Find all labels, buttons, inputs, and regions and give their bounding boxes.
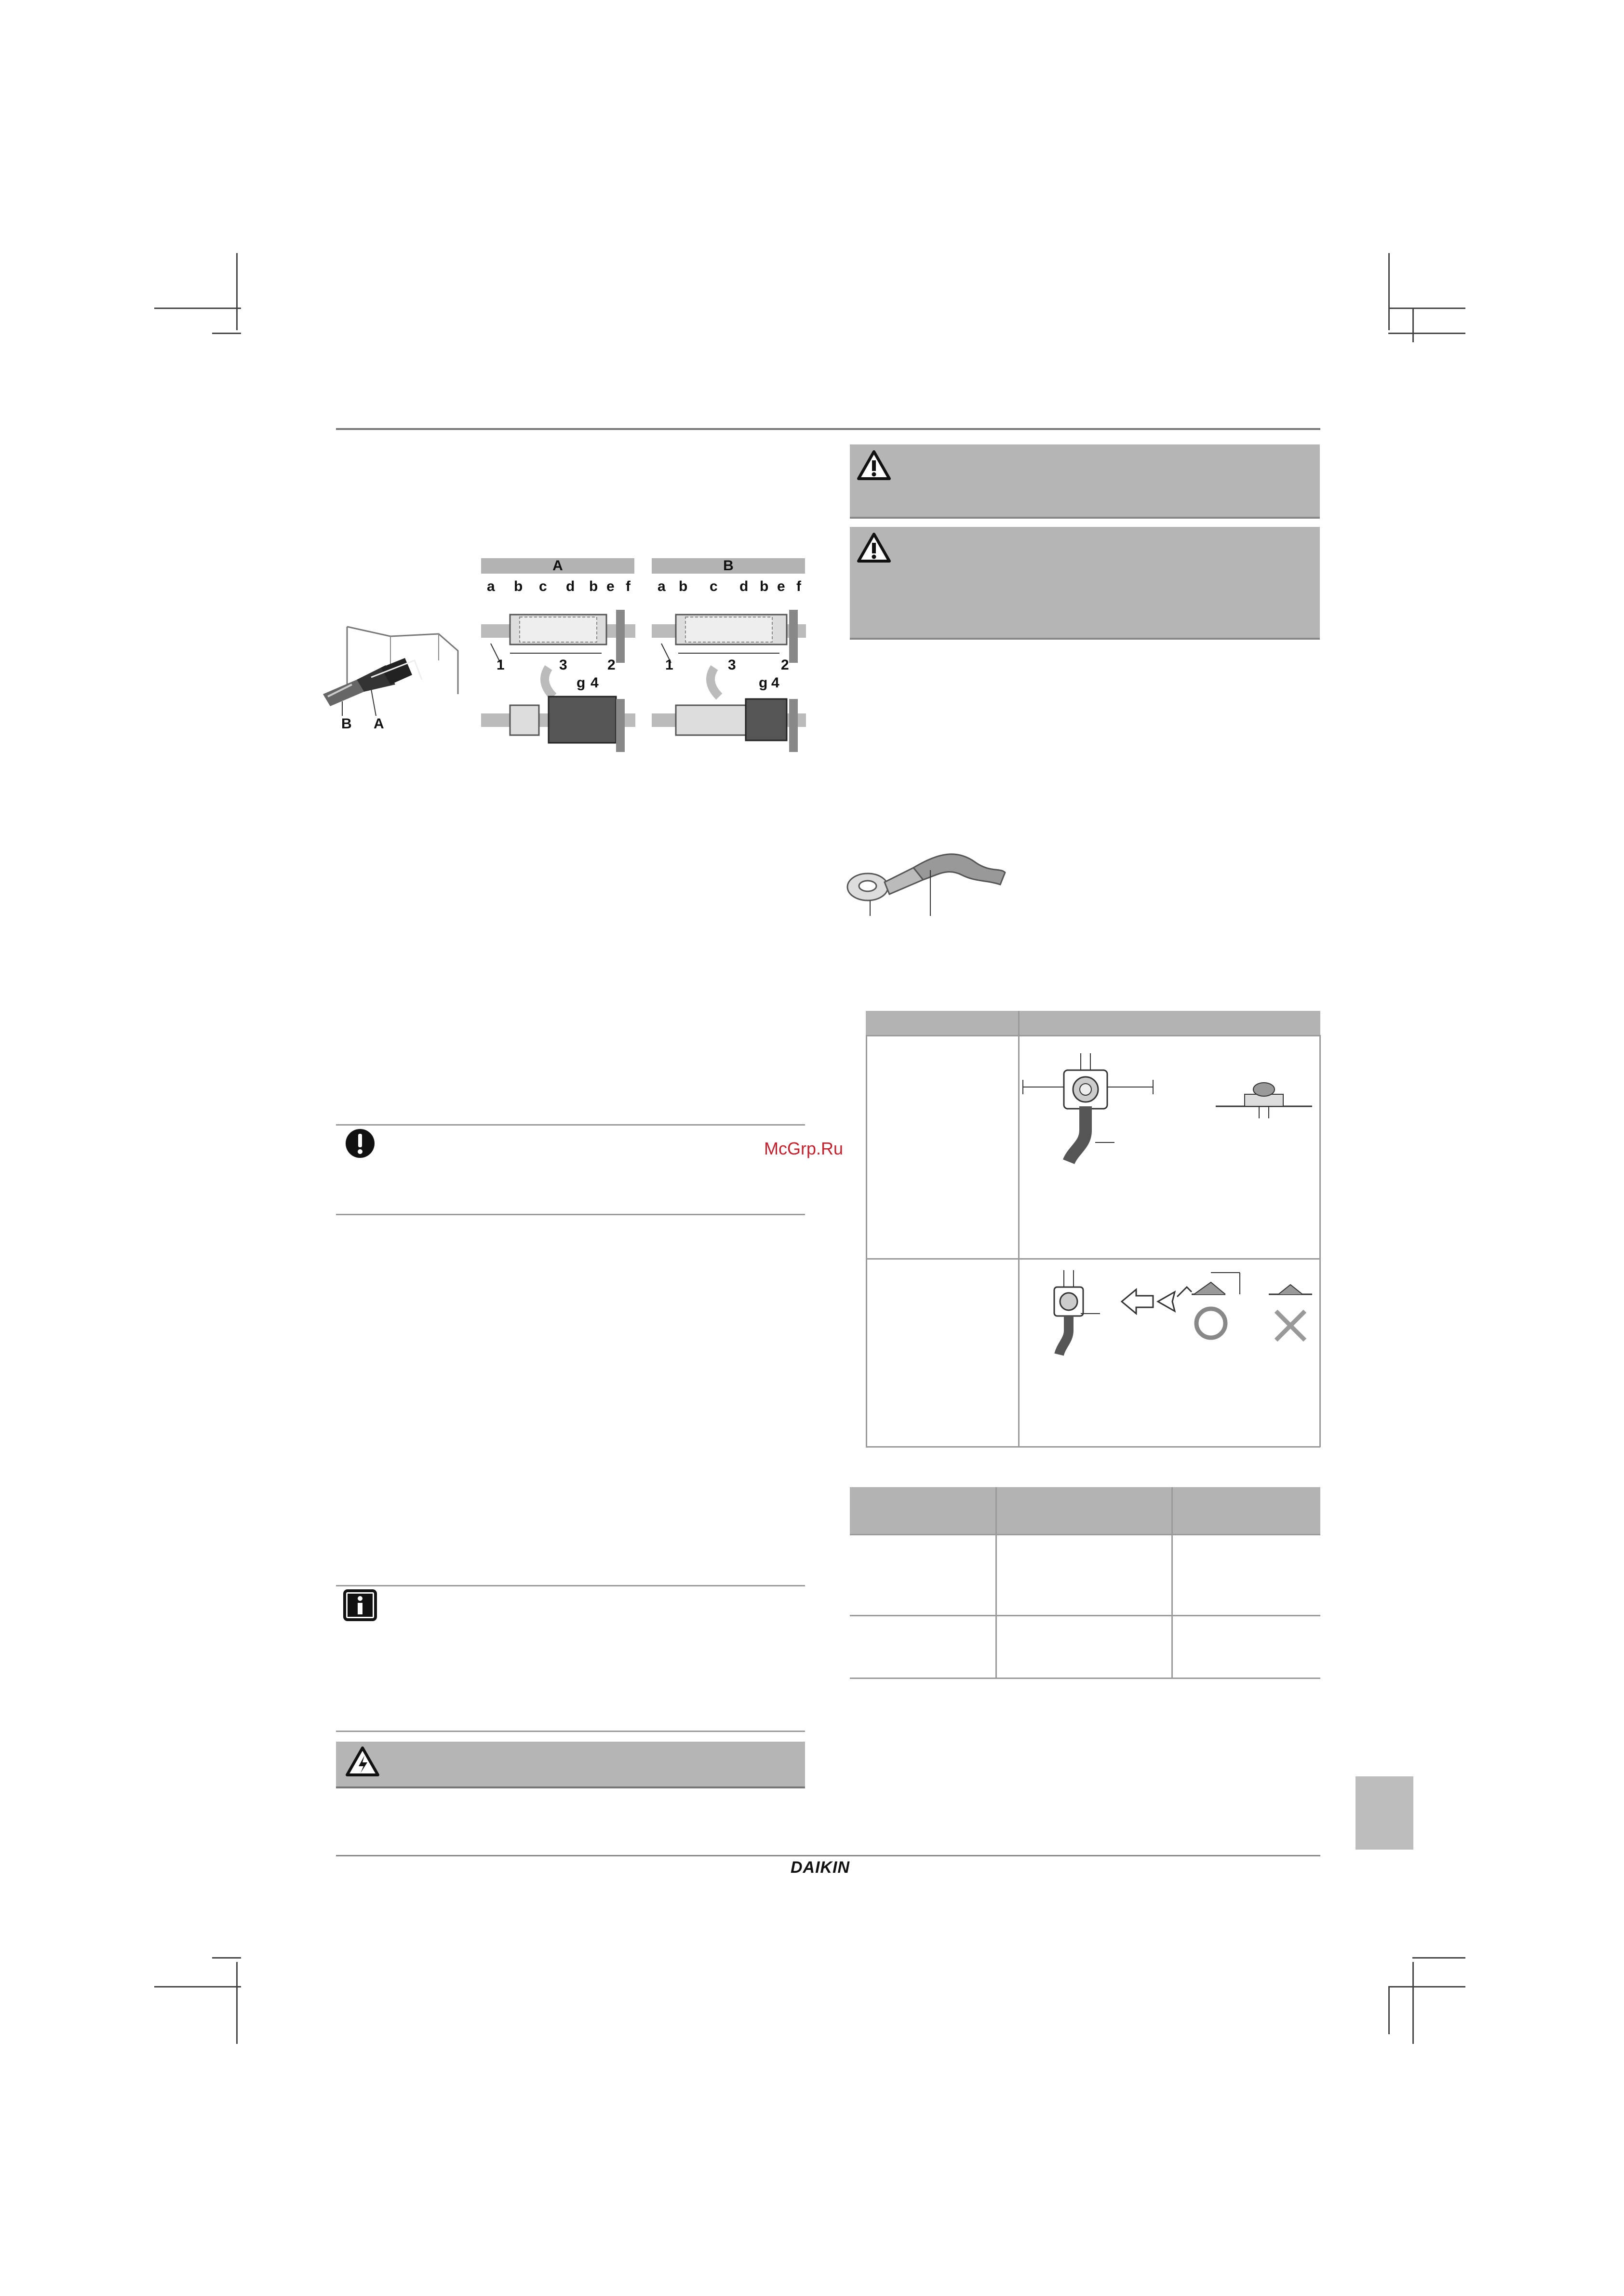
panel-b-number: 1: [665, 657, 673, 673]
panel-a-number: 3: [559, 657, 567, 673]
panel-b-label: e: [777, 578, 785, 594]
caution-icon: [857, 532, 891, 564]
crop-mark: [236, 1962, 238, 2044]
crop-mark: [1388, 1986, 1390, 2034]
table1-row-rule: [866, 1258, 1320, 1260]
panel-a-bottom-label: g: [577, 675, 586, 691]
crop-mark: [1412, 1957, 1465, 1959]
table2-row-rule: [850, 1678, 1320, 1679]
page-tab: [1356, 1776, 1413, 1850]
crop-mark: [1412, 1962, 1414, 2044]
label-A: A: [374, 716, 384, 732]
panel-a-label: c: [539, 578, 547, 594]
panel-b-label: b: [760, 578, 769, 594]
panel-b-label: a: [658, 578, 666, 594]
panel-b-label: c: [710, 578, 718, 594]
panel-a-bottom-label: 4: [591, 675, 599, 691]
table1-row-rule: [866, 1035, 1320, 1036]
panel-b-bottom-label: 4: [771, 675, 779, 691]
crop-mark: [212, 333, 241, 334]
panel-a-label: b: [514, 578, 523, 594]
panel-b-number: 3: [728, 657, 736, 673]
panel-b-label: b: [679, 578, 688, 594]
daikin-logo: DAIKIN: [791, 1858, 850, 1877]
panel-a-number: 2: [607, 657, 616, 673]
panel-a-label: d: [566, 578, 575, 594]
panel-a-label: a: [487, 578, 495, 594]
warning-box-2: [850, 527, 1320, 640]
electrical-hazard-icon: [345, 1746, 380, 1778]
notice-bottom-rule: [336, 1214, 805, 1215]
crop-mark: [236, 253, 238, 330]
watermark: McGrp.Ru: [764, 1139, 844, 1158]
panel-a-label: f: [626, 578, 631, 594]
notice-top-rule: [336, 1124, 805, 1126]
panel-b-label: f: [796, 578, 801, 594]
crop-mark: [154, 308, 241, 309]
panel-b-bottom-label: g: [759, 675, 768, 691]
table1-row-rule: [866, 1446, 1320, 1448]
info-bottom-rule: [336, 1731, 805, 1732]
table2-row-rule: [850, 1534, 1320, 1535]
panel-b-pipe-diagram: [652, 595, 806, 759]
panel-a-number: 1: [497, 657, 505, 673]
warning-box-1: [850, 444, 1320, 519]
panel-b-label: d: [739, 578, 749, 594]
ring-terminal-illustration: [841, 844, 1005, 921]
table2-col-divider: [995, 1487, 997, 1679]
crop-mark: [212, 1957, 241, 1959]
panel-a-title: A: [552, 558, 563, 574]
panel-b-title: B: [723, 558, 734, 574]
panel-a-pipe-diagram: [481, 595, 635, 759]
information-icon: [343, 1589, 377, 1621]
table2-col-divider: [1171, 1487, 1173, 1679]
panel-a-label: e: [606, 578, 615, 594]
crop-mark: [154, 1986, 241, 1987]
panel-a-label: b: [589, 578, 598, 594]
label-B: B: [341, 716, 352, 732]
footer-rule: [336, 1855, 1320, 1856]
correct-incorrect-crimping-diagram: [1018, 1268, 1320, 1364]
info-top-rule: [336, 1585, 805, 1586]
crop-mark: [1412, 309, 1414, 342]
crop-mark: [1388, 333, 1465, 334]
warning-icon: [857, 450, 891, 482]
panel-b-number: 2: [781, 657, 789, 673]
table1-header: [866, 1011, 1320, 1035]
header-rule: [336, 428, 1320, 430]
table2-header: [850, 1487, 1320, 1534]
table1-left-border: [866, 1035, 867, 1447]
pipe-perspective-figure: [318, 612, 463, 738]
electrical-warning-box: [336, 1742, 805, 1788]
notice-icon: [345, 1128, 376, 1159]
crop-mark: [1388, 253, 1390, 330]
table2-row-rule: [850, 1615, 1320, 1616]
crop-mark: [1388, 308, 1465, 309]
terminal-connection-diagram: [1018, 1046, 1320, 1176]
crop-mark: [1388, 1986, 1465, 1987]
